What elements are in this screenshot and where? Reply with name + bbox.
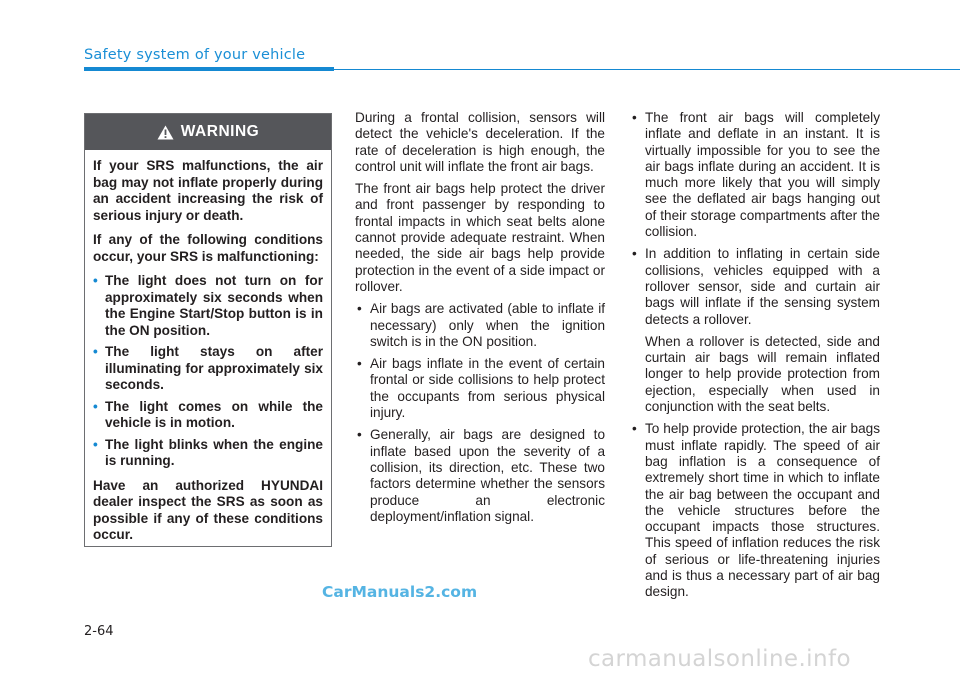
list-item: • To help provide protection, the air bags must inflate rapidly. The speed of air bag inflation is a consequence of extremely short time in which to inflate the air bag between the occupant and the vehicle structures before the occupant impacts those structures. This speed of inflation reduces the risk of serious or life-threatening injuries and is thus a necessary part of air bag design.	[632, 421, 880, 600]
middle-bullet-list	[355, 301, 605, 525]
right-column	[630, 110, 880, 607]
warning-conditions-lead: If any of the following conditions occur, your SRS is malfunctioning:	[93, 232, 323, 264]
warning-conditions-list	[93, 273, 323, 470]
list-item: • Air bags inflate in the event of certain frontal or side collisions to help protect the occupants from serious physical injury.	[357, 356, 605, 421]
list-item: • In addition to inflating in certain side collisions, vehicles equipped with a rollover sensor, side and curtain air bags will inflate if the sensing system detects a rollover. When a rollover is detected, side and curtain air bags will remain inflated longer to help provide protection from ejection, especially when used in conjunction with the seat belts.	[632, 246, 880, 415]
bullet-icon: •	[357, 301, 362, 317]
page-number: 2-64	[84, 624, 114, 639]
bullet-icon: •	[632, 246, 637, 262]
warning-triangle-icon	[157, 125, 174, 140]
paragraph: The front air bags help protect the driver and front passenger by responding to frontal impacts in which seat belts alone cannot provide adequate restraint. When needed, the side air bags help provide protection in the event of a side impact or rollover.	[355, 181, 605, 294]
bullet-icon: •	[632, 110, 637, 125]
warning-title: WARNING	[180, 123, 260, 140]
warning-closing: Have an authorized HYUNDAI dealer inspect the SRS as soon as possible if any of these conditions occur.	[93, 477, 323, 542]
warning-intro: If your SRS malfunctions, the air bag may not inflate properly during an accident increasing the risk of serious injury or death.	[93, 158, 323, 223]
warning-body	[85, 150, 331, 544]
footer-watermark: carmanualsonline.info	[588, 646, 851, 672]
paragraph: During a frontal collision, sensors will detect the vehicle's deceleration. If the rate of deceleration is high enough, the control unit will inflate the front air bags.	[355, 110, 605, 174]
right-bullet-list	[630, 110, 880, 601]
bullet-icon: •	[632, 421, 637, 437]
list-item: • The light stays on after illuminating for approximately six seconds.	[93, 344, 323, 392]
warning-box	[84, 113, 332, 547]
bullet-icon: •	[93, 344, 98, 359]
header-rule-thin	[334, 69, 960, 70]
rollover-detail: When a rollover is detected, side and curtain air bags will remain inflated longer to help provide protection from ejection, especially when used in conjunction with the seat belts.	[645, 333, 880, 415]
section-title: Safety system of your vehicle	[84, 47, 306, 63]
header-rule-thick	[84, 67, 334, 71]
middle-column	[355, 110, 605, 531]
list-item: • The light does not turn on for approximately six seconds when the Engine Start/Stop button is in the ON position.	[93, 273, 323, 338]
bullet-icon: •	[357, 427, 362, 443]
list-item: • The light comes on while the vehicle is in motion.	[93, 398, 323, 430]
list-item: • Air bags are activated (able to inflate if necessary) only when the ignition switch is in the ON position.	[357, 301, 605, 349]
bullet-icon: •	[357, 356, 362, 372]
carmanuals-watermark: CarManuals2.com	[322, 583, 478, 601]
bullet-icon: •	[93, 398, 98, 414]
list-item: • The light blinks when the engine is running.	[93, 436, 323, 468]
list-item: • The front air bags will completely inflate and deflate in an instant. It is virtually impossible for you to see the air bags inflate during an accident. It is much more likely that you will simply see the deflated air bags hanging out of their storage compartments after the collision.	[632, 110, 880, 240]
bullet-icon: •	[93, 273, 98, 288]
list-item: • Generally, air bags are designed to inflate based upon the severity of a collision, its direction, etc. These two factors determine whether the sensors produce an electronic deployment/inflation signal.	[357, 427, 605, 524]
warning-header	[85, 114, 331, 150]
bullet-icon: •	[93, 436, 98, 452]
